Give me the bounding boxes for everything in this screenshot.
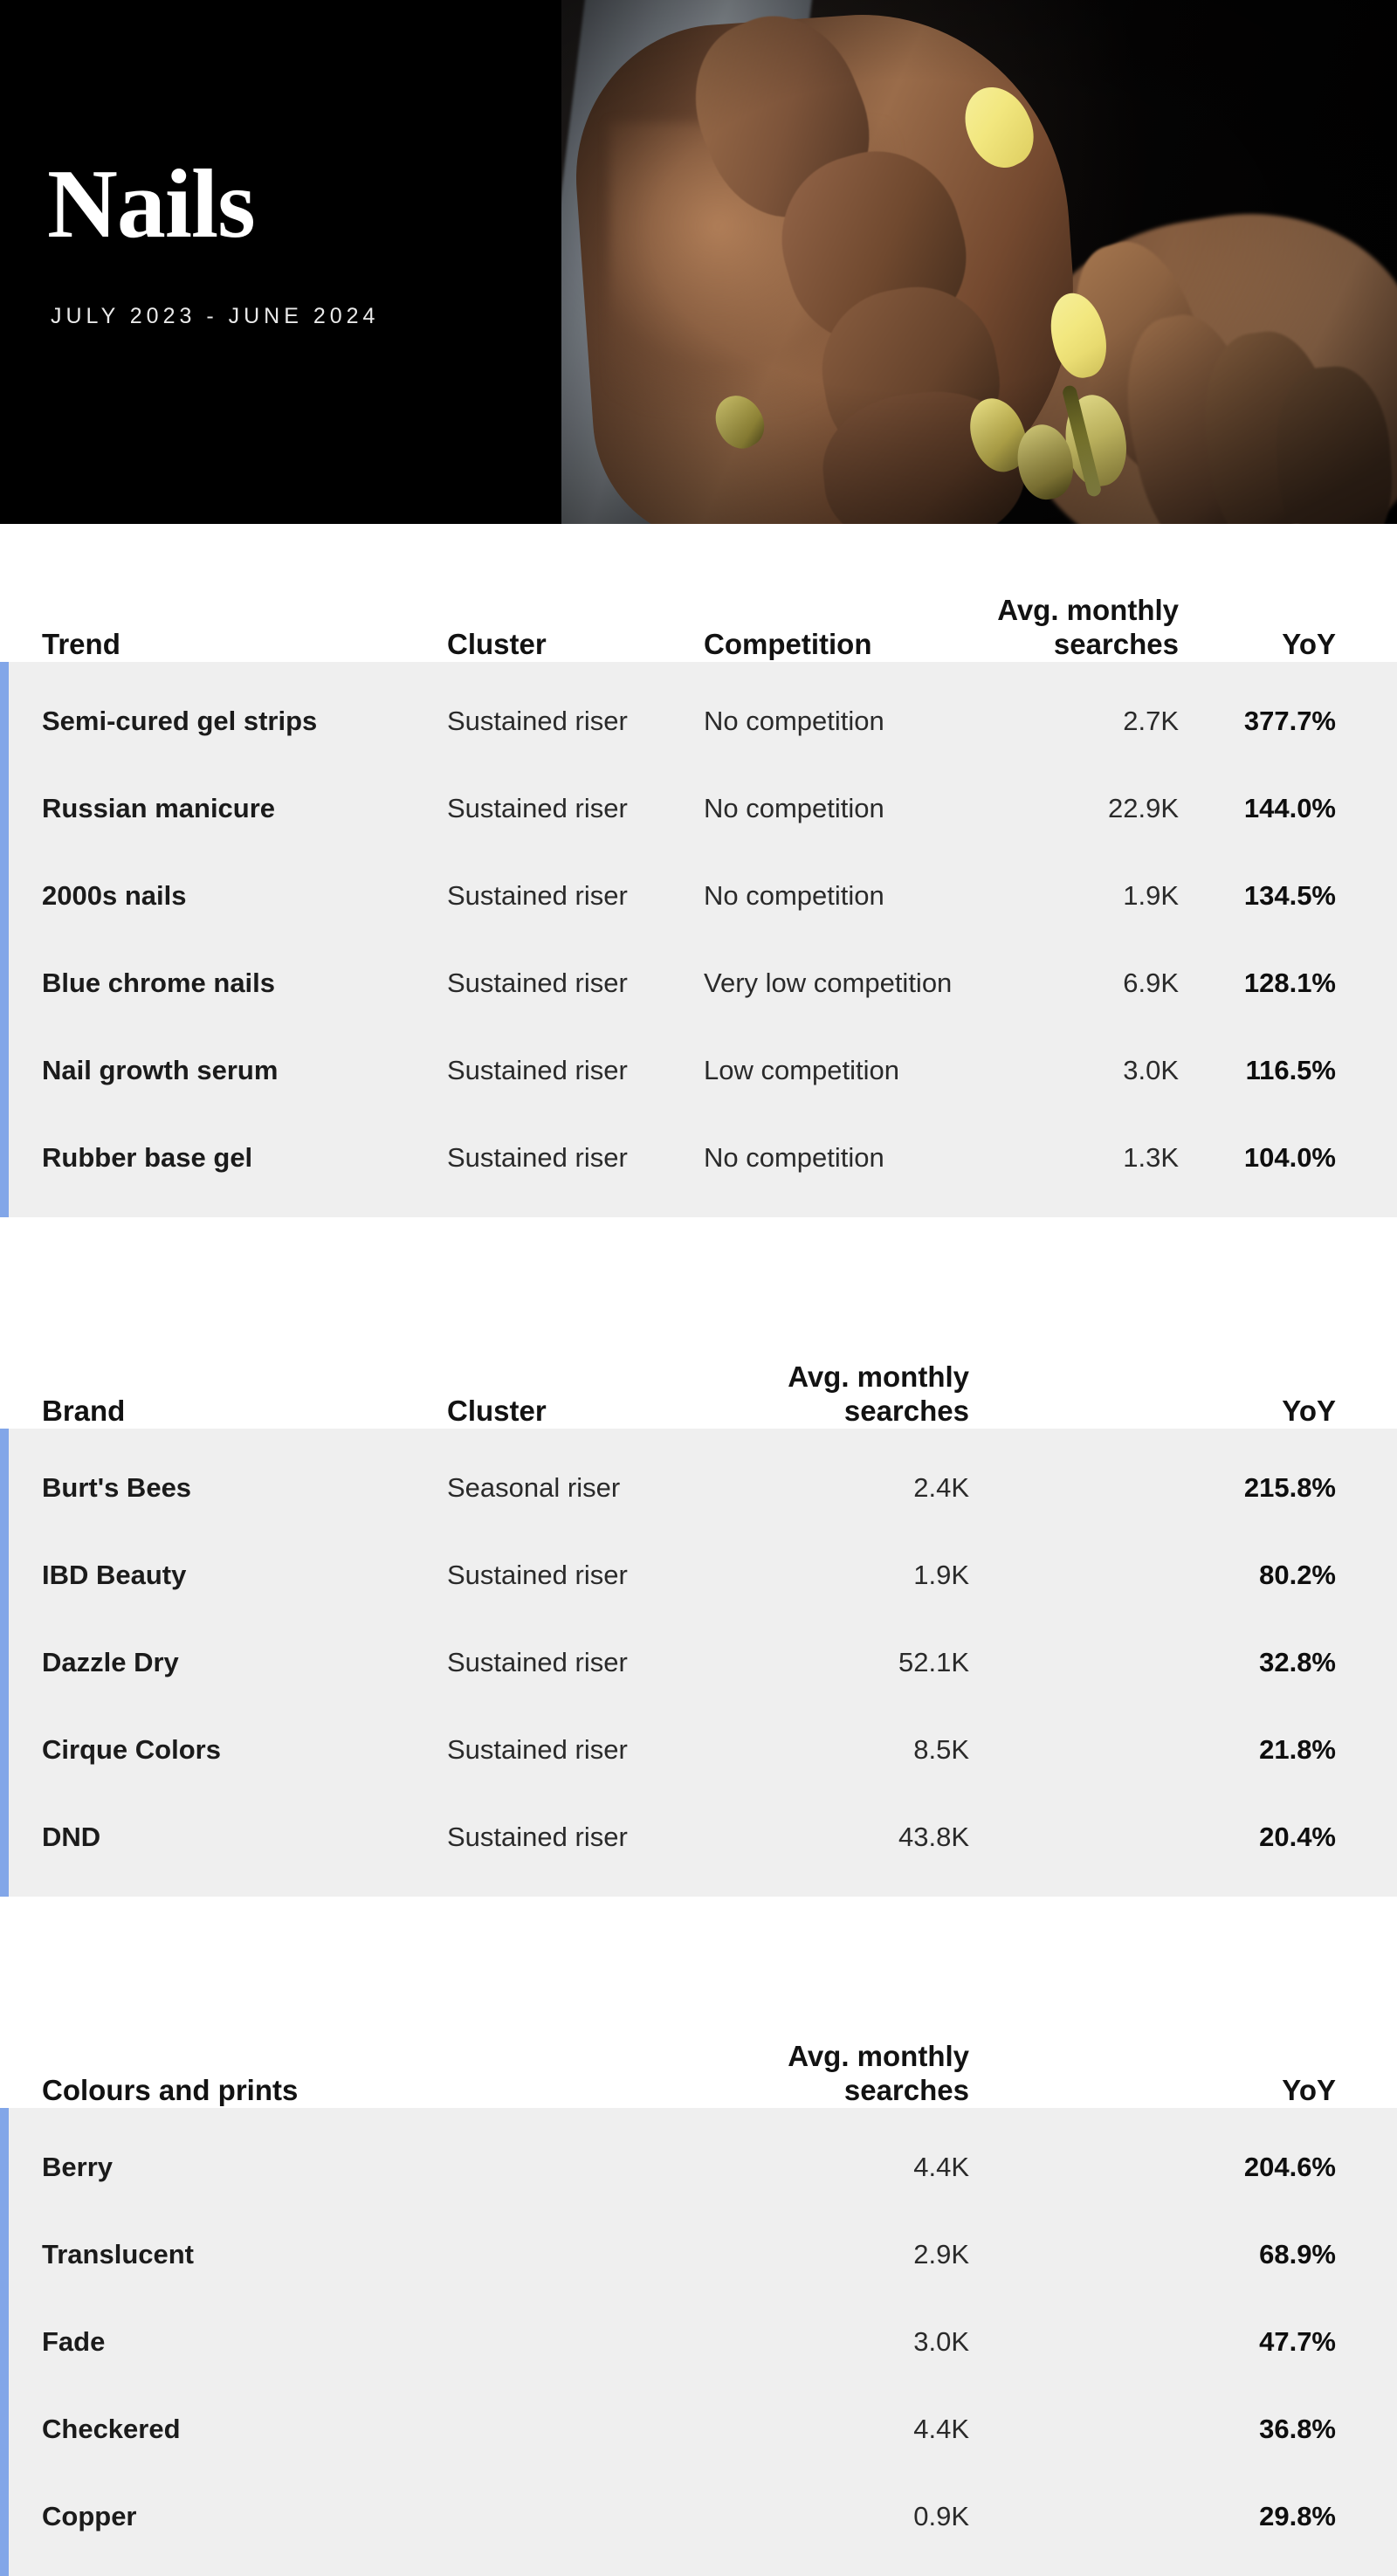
- trend-yoy: 377.7%: [1243, 706, 1336, 737]
- trend-name: 2000s nails: [42, 880, 187, 912]
- colour-searches: 3.0K: [913, 2326, 969, 2358]
- trend-searches: 3.0K: [1123, 1055, 1179, 1086]
- table-row[interactable]: [0, 1532, 1397, 1619]
- trend-competition: No competition: [704, 706, 884, 737]
- table-row[interactable]: [0, 1619, 1397, 1706]
- colour-searches: 0.9K: [913, 2501, 969, 2532]
- table-row[interactable]: [0, 1444, 1397, 1532]
- brand-name: Cirque Colors: [42, 1734, 221, 1766]
- column-header-avg-monthly-searches: Avg. monthly searches: [788, 2039, 969, 2106]
- trend-searches: 1.3K: [1123, 1142, 1179, 1174]
- hero-title-panel: [0, 0, 561, 524]
- trend-competition: Very low competition: [704, 968, 953, 999]
- column-header-competition: Competition: [704, 627, 872, 660]
- column-header-colours-and-prints: Colours and prints: [42, 2073, 299, 2106]
- trend-yoy: 144.0%: [1243, 793, 1336, 824]
- brand-cluster: Sustained riser: [447, 1560, 628, 1591]
- colour-name: Checkered: [42, 2414, 181, 2445]
- table-row[interactable]: [0, 2124, 1397, 2211]
- brands-table: [0, 1266, 1397, 1897]
- brands-table-header-row: [0, 1360, 1397, 1429]
- brand-yoy: 80.2%: [1259, 1560, 1336, 1591]
- brand-cluster: Sustained riser: [447, 1734, 628, 1766]
- brand-searches: 43.8K: [898, 1822, 969, 1853]
- photo-vignette: [561, 0, 1397, 524]
- trend-yoy: 134.5%: [1243, 880, 1336, 912]
- colour-searches: 4.4K: [913, 2414, 969, 2445]
- brand-cluster: Seasonal riser: [447, 1472, 621, 1504]
- colour-yoy: 47.7%: [1259, 2326, 1336, 2358]
- brand-name: Burt's Bees: [42, 1472, 192, 1504]
- trend-cluster: Sustained riser: [447, 1142, 628, 1174]
- trend-searches: 1.9K: [1123, 880, 1179, 912]
- trend-searches: 22.9K: [1107, 793, 1179, 824]
- brand-searches: 1.9K: [913, 1560, 969, 1591]
- colour-name: Fade: [42, 2326, 106, 2358]
- brand-cluster: Sustained riser: [447, 1822, 628, 1853]
- trend-name: Nail growth serum: [42, 1055, 279, 1086]
- trend-yoy: 104.0%: [1243, 1142, 1336, 1174]
- table-row[interactable]: [0, 2386, 1397, 2473]
- table-row[interactable]: [0, 2473, 1397, 2560]
- trend-competition: No competition: [704, 793, 884, 824]
- brand-searches: 8.5K: [913, 1734, 969, 1766]
- trend-yoy: 128.1%: [1243, 968, 1336, 999]
- trend-competition: Low competition: [704, 1055, 900, 1086]
- trend-competition: No competition: [704, 880, 884, 912]
- trend-searches: 6.9K: [1123, 968, 1179, 999]
- trend-yoy: 116.5%: [1245, 1055, 1336, 1086]
- brand-name: IBD Beauty: [42, 1560, 187, 1591]
- table-row[interactable]: [0, 2211, 1397, 2298]
- colour-yoy: 29.8%: [1259, 2501, 1336, 2532]
- column-header-avg-monthly-searches: Avg. monthly searches: [788, 1360, 969, 1427]
- colour-name: Berry: [42, 2152, 113, 2183]
- table-row[interactable]: [0, 1027, 1397, 1114]
- colours-table-header-row: [0, 2040, 1397, 2108]
- trend-name: Russian manicure: [42, 793, 276, 824]
- brand-name: Dazzle Dry: [42, 1647, 179, 1678]
- colour-name: Copper: [42, 2501, 137, 2532]
- table-row[interactable]: [0, 1794, 1397, 1881]
- colour-yoy: 68.9%: [1259, 2239, 1336, 2270]
- table-row[interactable]: [0, 1114, 1397, 1202]
- brand-yoy: 215.8%: [1243, 1472, 1336, 1504]
- column-header-trend: Trend: [42, 627, 120, 660]
- colour-searches: 4.4K: [913, 2152, 969, 2183]
- brand-searches: 52.1K: [898, 1647, 969, 1678]
- column-header-yoy: YoY: [1282, 1394, 1336, 1427]
- colour-searches: 2.9K: [913, 2239, 969, 2270]
- trend-cluster: Sustained riser: [447, 880, 628, 912]
- trend-searches: 2.7K: [1123, 706, 1179, 737]
- trends-table-body: [0, 662, 1397, 1217]
- table-spacer: [0, 1217, 1397, 1266]
- table-row[interactable]: [0, 940, 1397, 1027]
- table-row[interactable]: [0, 852, 1397, 940]
- trends-table-header-row: [0, 594, 1397, 662]
- colour-yoy: 36.8%: [1259, 2414, 1336, 2445]
- brand-cluster: Sustained riser: [447, 1647, 628, 1678]
- column-header-avg-monthly-searches: Avg. monthly searches: [997, 594, 1179, 660]
- table-spacer: [0, 1897, 1397, 1946]
- trend-cluster: Sustained riser: [447, 793, 628, 824]
- brand-yoy: 21.8%: [1259, 1734, 1336, 1766]
- brand-yoy: 20.4%: [1259, 1822, 1336, 1853]
- nail-polish-photo: [561, 0, 1397, 524]
- tables-container: [0, 524, 1397, 2576]
- table-row[interactable]: [0, 1706, 1397, 1794]
- trend-name: Semi-cured gel strips: [42, 706, 318, 737]
- page-title: Nails: [47, 150, 255, 258]
- column-header-yoy: YoY: [1282, 627, 1336, 660]
- colour-name: Translucent: [42, 2239, 194, 2270]
- table-row[interactable]: [0, 678, 1397, 765]
- trend-cluster: Sustained riser: [447, 706, 628, 737]
- hero-banner: [0, 0, 1397, 524]
- table-row[interactable]: [0, 765, 1397, 852]
- table-row[interactable]: [0, 2298, 1397, 2386]
- trend-cluster: Sustained riser: [447, 968, 628, 999]
- brand-yoy: 32.8%: [1259, 1647, 1336, 1678]
- trends-table: [0, 531, 1397, 1217]
- trend-name: Rubber base gel: [42, 1142, 253, 1174]
- brand-name: DND: [42, 1822, 101, 1853]
- colours-table-body: [0, 2108, 1397, 2576]
- trend-cluster: Sustained riser: [447, 1055, 628, 1086]
- colour-yoy: 204.6%: [1243, 2152, 1336, 2183]
- trend-competition: No competition: [704, 1142, 884, 1174]
- colours-and-prints-table: [0, 1946, 1397, 2576]
- column-header-brand: Brand: [42, 1394, 126, 1427]
- column-header-cluster: Cluster: [447, 1394, 547, 1427]
- brands-table-body: [0, 1429, 1397, 1897]
- column-header-yoy: YoY: [1282, 2073, 1336, 2106]
- trend-name: Blue chrome nails: [42, 968, 276, 999]
- brand-searches: 2.4K: [913, 1472, 969, 1504]
- date-range-label: JULY 2023 - JUNE 2024: [51, 304, 380, 328]
- column-header-cluster: Cluster: [447, 627, 547, 660]
